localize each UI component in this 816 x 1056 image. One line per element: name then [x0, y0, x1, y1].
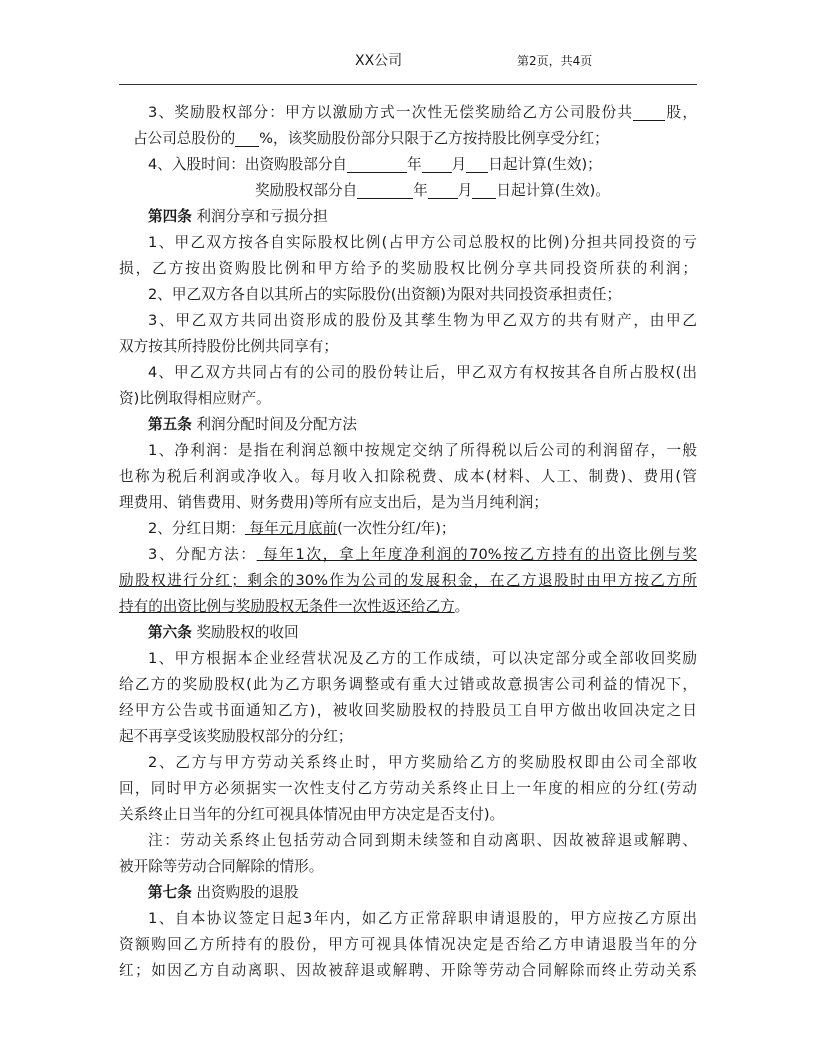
paragraph-line: 回，同时甲方必须据实一次性支付乙方劳动关系终止日上一年度的相应的分红(劳动 — [119, 780, 697, 797]
text: 2、分红日期： — [148, 520, 245, 537]
blank-field — [428, 181, 458, 199]
text: 奖励股权部分自 — [255, 182, 358, 199]
paragraph-line — [119, 126, 697, 152]
document-body — [119, 100, 697, 984]
text: 月 — [457, 182, 473, 199]
paragraph-line: 双方按其所持股份比例共同享有； — [119, 338, 338, 355]
text: (一次性分红/年)； — [337, 520, 456, 537]
blank-field — [347, 155, 407, 173]
article-number: 第五条 — [148, 416, 192, 433]
article-title: 利润分配时间及分配方法 — [191, 416, 357, 433]
article-number: 第六条 — [148, 624, 192, 641]
paragraph-line: 经甲方公告或书面通知乙方)，被收回奖励股权的持股员工自甲方做出收回决定之日 — [119, 702, 697, 719]
paragraph-line: 励股权进行分红；剩余的30%作为公司的发展积金，在乙方退股时由甲方按乙方所 — [119, 572, 697, 589]
text: 月 — [451, 156, 467, 173]
paragraph-line: 1、自本协议签定日起3年内，如乙方正常辞职申请退股的，甲方应按乙方原出 — [148, 910, 697, 927]
paragraph-line — [119, 178, 697, 204]
paragraph-line: 资额购回乙方所持有的股份，甲方可视具体情况决定是否给乙方申请退股当年的分 — [119, 936, 697, 953]
text: 日起计算(生效)。 — [496, 182, 610, 199]
paragraph-line: 红；如因乙方自动离职、因故被辞退或解聘、开除等劳动合同解除而终止劳动关系 — [119, 962, 697, 979]
text: 3、奖励股权部分：甲方以激励方式一次性无偿奖励给乙方公司股份共 — [148, 104, 634, 121]
blank-field — [422, 155, 452, 173]
text: 年 — [413, 182, 428, 199]
blank-field — [633, 103, 665, 121]
paragraph-line: 2、乙方与甲方劳动关系终止时，甲方奖励给乙方的奖励股权即由公司全部收 — [148, 754, 697, 771]
blank-field — [357, 181, 413, 199]
underlined-text: 每年元月底前 — [244, 520, 338, 537]
paragraph-line: 起不再享受该奖励股权部分的分红； — [119, 728, 353, 745]
article-heading — [119, 620, 697, 646]
paragraph-line — [119, 152, 697, 178]
paragraph-line: 损，乙方按出资购股比例和甲方给予的奖励股权比例分享共同投资所获的利润； — [119, 260, 697, 277]
paragraph-line: 关系终止日当年的分红可视具体情况由甲方决定是否支付)。 — [119, 806, 505, 823]
underlined-text: 持有的出资比例与奖励股权无条件一次性返还给乙方 — [119, 598, 455, 615]
text: 占公司总股份的 — [133, 130, 236, 147]
text: 年 — [407, 156, 422, 173]
paragraph-line: 1、净利润：是指在利润总额中按规定交纳了所得税以后公司的利润留存，一般 — [148, 442, 697, 459]
text: 股， — [665, 104, 697, 121]
paragraph-line: 也称为税后利润或净收入。每月收入扣除税费、成本(材料、人工、制费)、费用(管 — [119, 468, 697, 485]
text: %，该奖励股份部分只限于乙方按持股比例享受分红； — [259, 130, 609, 147]
paragraph-line: 1、甲方根据本企业经营状况及乙方的工作成绩，可以决定部分或全部收回奖励 — [148, 650, 697, 667]
paragraph-line: 给乙方的奖励股权(此为乙方职务调整或有重大过错或故意损害公司利益的情况下， — [119, 676, 697, 693]
page-header — [119, 50, 697, 85]
paragraph-line — [119, 542, 697, 568]
paragraph-line — [119, 100, 697, 126]
company-name: XX公司 — [355, 53, 403, 69]
page-number: 第2页，共4页 — [517, 54, 593, 68]
article-heading — [119, 880, 697, 906]
article-heading — [119, 204, 697, 230]
paragraph-line — [119, 516, 697, 542]
paragraph-line — [119, 594, 697, 620]
blank-field — [472, 181, 496, 199]
article-number: 第七条 — [148, 884, 192, 901]
paragraph-line: 资)比例取得相应财产。 — [119, 390, 271, 407]
article-title: 出资购股的退股 — [191, 884, 299, 901]
article-heading — [119, 412, 697, 438]
paragraph-line: 3、甲乙双方共同出资形成的股份及其孳生物为甲乙双方的共有财产，由甲乙 — [148, 312, 697, 329]
paragraph-line: 1、甲乙双方按各自实际股权比例(占甲方公司总股权的比例)分担共同投资的亏 — [148, 234, 697, 251]
article-title: 奖励股权的收回 — [191, 624, 299, 641]
text: 。 — [454, 598, 470, 615]
text: 4、入股时间：出资购股部分自 — [148, 156, 348, 173]
paragraph-line: 注：劳动关系终止包括劳动合同到期未续签和自动离职、因故被辞退或解聘、 — [148, 832, 697, 849]
paragraph-line: 理费用、销售费用、财务费用)等所有应支出后，是为当月纯利润； — [119, 494, 548, 511]
paragraph-line: 4、甲乙双方共同占有的公司的股份转让后，甲乙双方有权按其各自所占股权(出 — [148, 364, 697, 381]
text: 3、分配方法： — [148, 546, 257, 563]
underlined-text: 每年1次，拿上年度净利润的70%按乙方持有的出资比例与奖 — [256, 546, 697, 563]
paragraph-line: 被开除等劳动合同解除的情形。 — [119, 858, 324, 875]
blank-field — [235, 129, 259, 147]
blank-field — [466, 155, 488, 173]
article-title: 利润分享和亏损分担 — [191, 208, 328, 225]
paragraph-line: 2、甲乙双方各自以其所占的实际股份(出资额)为限对共同投资承担责任； — [148, 286, 622, 303]
article-number: 第四条 — [148, 208, 192, 225]
text: 日起计算(生效)； — [488, 156, 602, 173]
